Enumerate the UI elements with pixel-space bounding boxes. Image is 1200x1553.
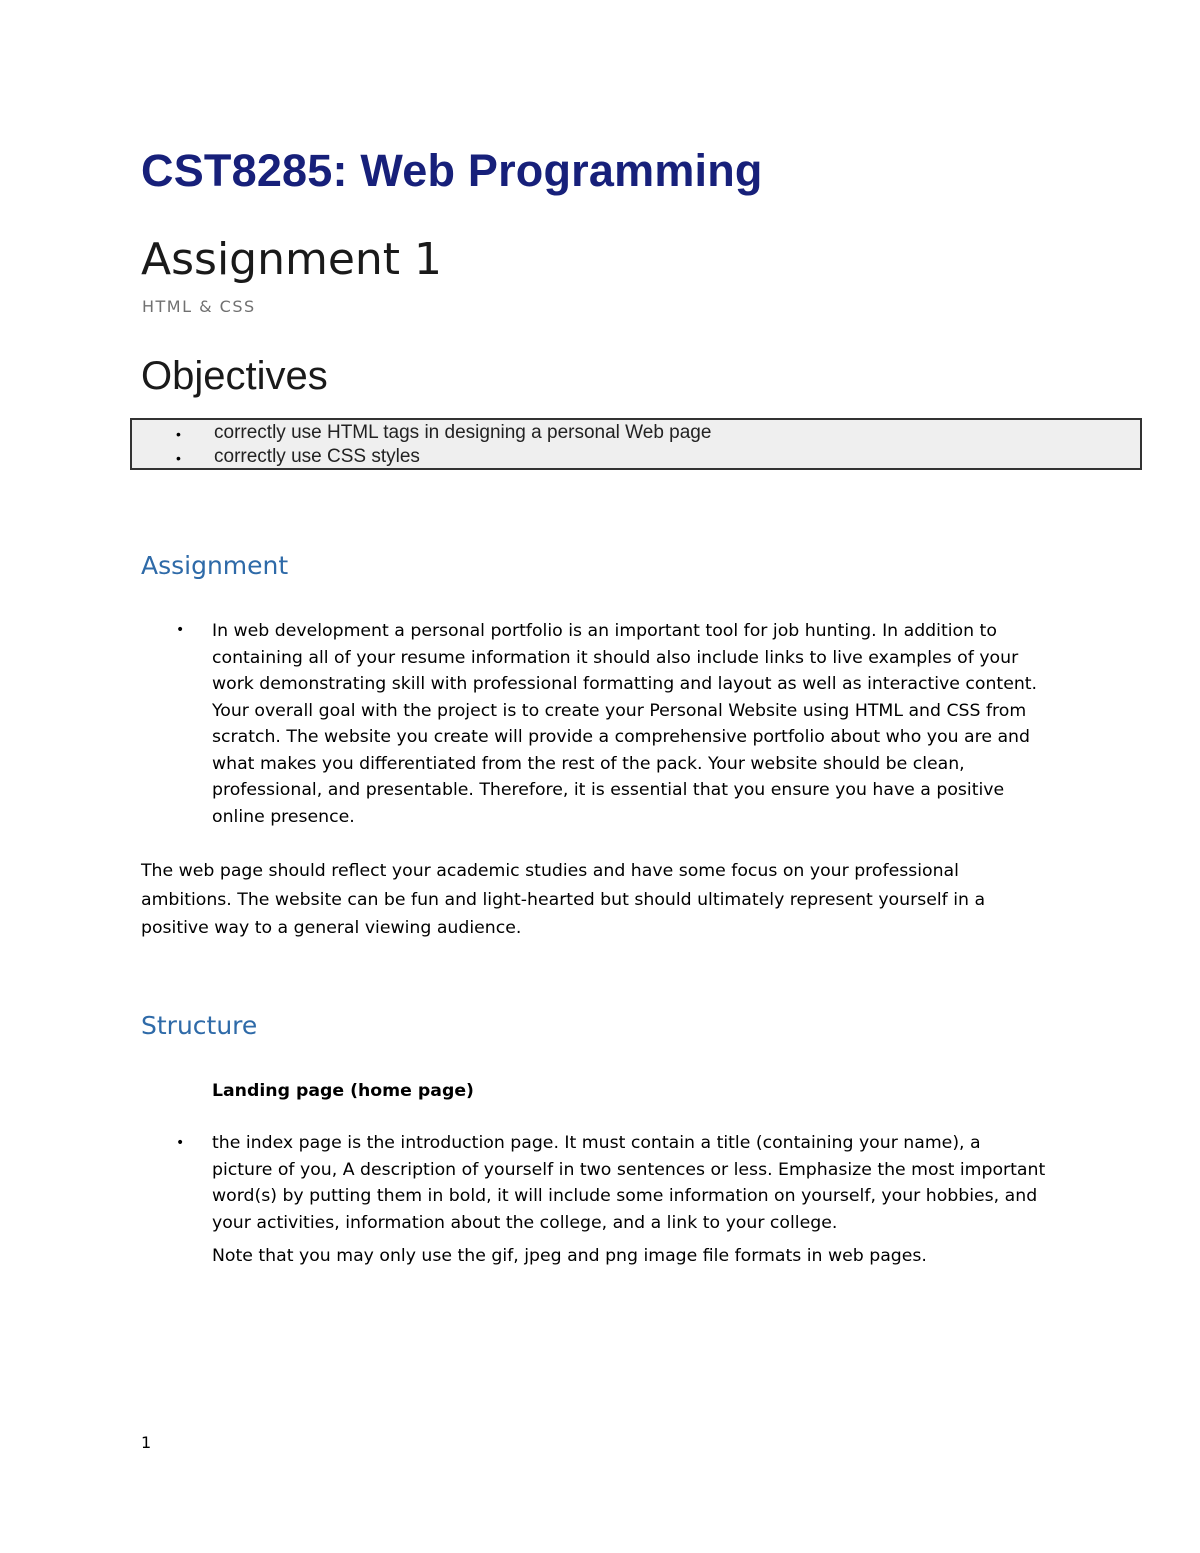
bullet-icon: • (176, 622, 185, 638)
text-line: picture of you, A description of yourself in two sentences or less. Emphasize the most important (212, 1159, 1046, 1180)
objectives-box (130, 418, 1142, 470)
landing-page-subheading: Landing page (home page) (212, 1081, 474, 1101)
text-line: In web development a personal portfolio is an important tool for job hunting. In addition to (212, 621, 997, 641)
assignment-section-heading: Assignment (141, 551, 289, 580)
text-line: word(s) by putting them in bold, it will include some information on yourself, your hobbies, and (212, 1186, 1038, 1206)
text-line: containing all of your resume information it should also include links to live examples of your (212, 647, 1019, 668)
assignment-subtitle: HTML & CSS (142, 297, 256, 316)
assignment-bullet-text (212, 618, 1112, 830)
text-line: The web page should reflect your academic studies and have some focus on your professional (141, 861, 959, 881)
image-format-note: Note that you may only use the gif, jpeg and png image file formats in web pages. (212, 1246, 927, 1266)
page-number: 1 (141, 1433, 152, 1452)
text-line: Your overall goal with the project is to create your Personal Website using HTML and CSS from (212, 700, 1027, 721)
text-line: positive way to a general viewing audience. (141, 918, 522, 938)
structure-section-heading: Structure (141, 1011, 258, 1040)
text-line: professional, and presentable. Therefore, it is essential that you ensure you have a positive (212, 780, 1005, 800)
objectives-heading: Objectives (141, 354, 328, 398)
text-line: work demonstrating skill with professional formatting and layout as well as interactive content. (212, 674, 1038, 694)
bullet-icon: • (176, 450, 181, 466)
text-line: scratch. The website you create will provide a comprehensive portfolio about who you are and (212, 727, 1030, 747)
bullet-icon: • (176, 426, 181, 442)
text-line: the index page is the introduction page. It must contain a title (containing your name), a (212, 1133, 981, 1153)
objective-item: correctly use CSS styles (214, 446, 420, 467)
objective-item: correctly use HTML tags in designing a personal Web page (214, 422, 712, 443)
structure-bullet-text (212, 1130, 1112, 1236)
course-title: CST8285: Web Programming (141, 145, 763, 196)
text-line: your activities, information about the college, and a link to your college. (212, 1212, 838, 1233)
bullet-icon: • (176, 1135, 185, 1151)
assignment-paragraph (141, 857, 1091, 943)
assignment-title: Assignment 1 (141, 234, 443, 285)
text-line: ambitions. The website can be fun and light-hearted but should ultimately represent yourself in a (141, 889, 986, 910)
text-line: what makes you differentiated from the rest of the pack. Your website should be clean, (212, 753, 965, 774)
text-line: online presence. (212, 806, 355, 827)
